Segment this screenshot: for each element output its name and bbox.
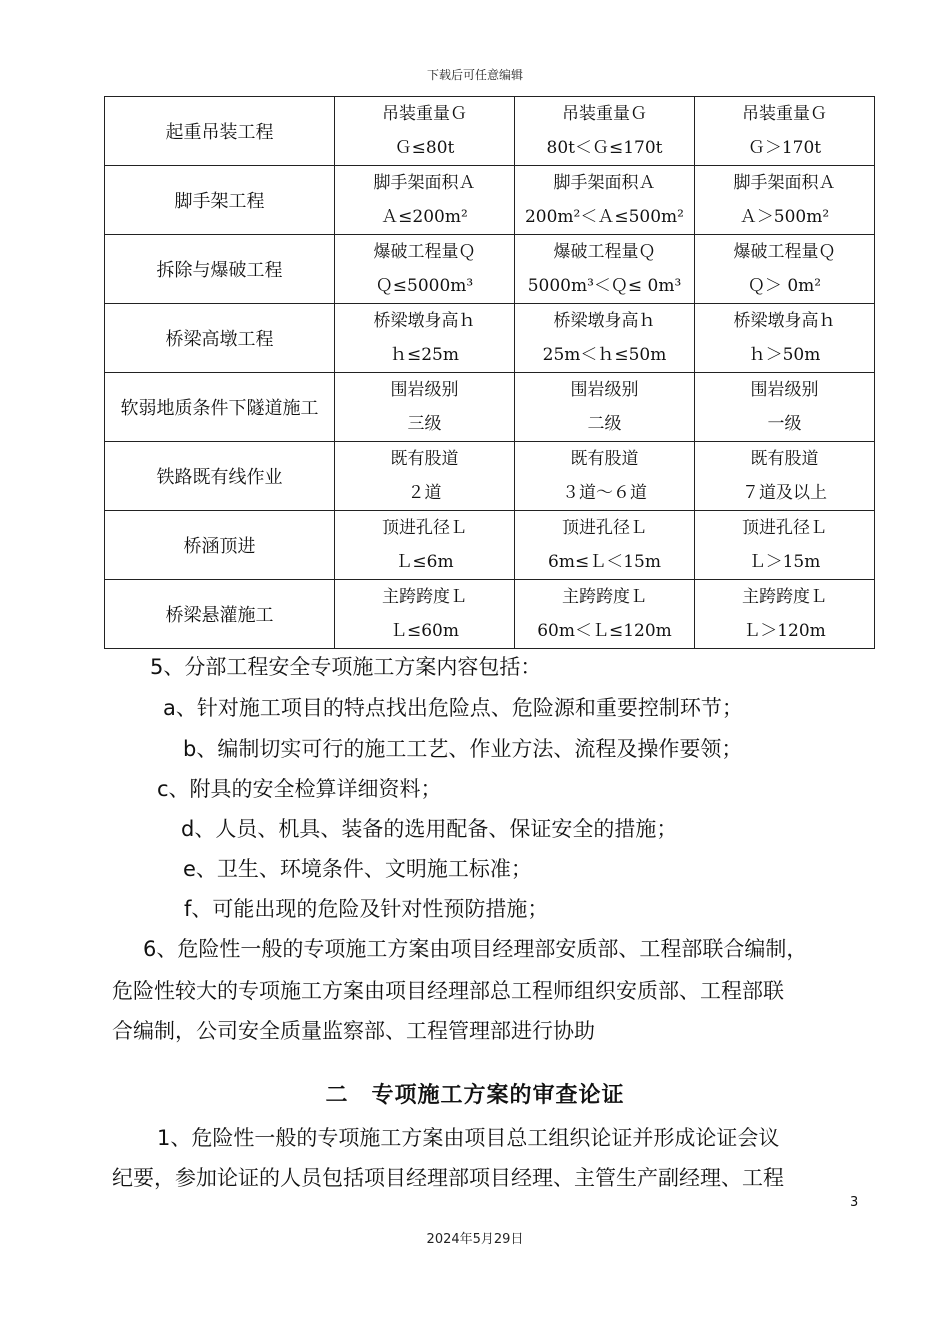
criteria-label: 顶进孔径Ｌ: [562, 518, 647, 538]
project-name-cell: 桥梁高墩工程: [105, 304, 335, 373]
item-6-line-2: 危险性较大的专项施工方案由项目经理部总工程师组织安质部、工程部联: [112, 979, 784, 1003]
page-footer-date: 2024年5月29日: [426, 1232, 524, 1247]
criteria-value: Ｇ＞170t: [747, 138, 822, 158]
item-5: 5、分部工程安全专项施工方案内容包括：: [150, 655, 542, 679]
criteria-label: 顶进孔径Ｌ: [742, 518, 827, 538]
project-name-cell: 桥梁悬灌施工: [105, 580, 335, 649]
project-name-cell: 铁路既有线作业: [105, 442, 335, 511]
criteria-value: ｈ≤25m: [390, 345, 459, 365]
criteria-cell: [515, 97, 695, 166]
criteria-value: Ｇ≤80t: [394, 138, 455, 158]
project-name-cell: 软弱地质条件下隧道施工: [105, 373, 335, 442]
criteria-cell: [695, 373, 875, 442]
criteria-value: ７道及以上: [742, 483, 827, 503]
criteria-cell: [335, 304, 515, 373]
criteria-value: Ｑ≤5000m³: [375, 276, 474, 296]
table-row: [105, 373, 875, 442]
criteria-label: 脚手架面积Ａ: [373, 173, 476, 193]
table-row: [105, 442, 875, 511]
grading-table: [104, 96, 875, 649]
criteria-cell: [335, 511, 515, 580]
criteria-label: 桥梁墩身高ｈ: [553, 311, 656, 331]
item-b: b、编制切实可行的施工工艺、作业方法、流程及操作要领；: [183, 737, 743, 761]
criteria-value: Ｑ＞ 0m²: [747, 276, 822, 296]
criteria-label: 既有股道: [750, 449, 819, 469]
criteria-value: Ｌ≤6m: [395, 552, 454, 572]
criteria-cell: [515, 166, 695, 235]
criteria-cell: [695, 97, 875, 166]
criteria-cell: [695, 580, 875, 649]
item-a: a、针对施工项目的特点找出危险点、危险源和重要控制环节；: [163, 696, 743, 720]
criteria-cell: [335, 373, 515, 442]
criteria-label: 既有股道: [390, 449, 459, 469]
table-row: [105, 511, 875, 580]
criteria-value: Ａ≤200m²: [381, 207, 468, 227]
criteria-label: 脚手架面积Ａ: [733, 173, 836, 193]
criteria-label: 爆破工程量Ｑ: [733, 242, 836, 262]
section-title: 二 专项施工方案的审查论证: [325, 1083, 625, 1108]
page-header: 下载后可任意编辑: [426, 68, 523, 82]
criteria-value: 80t＜Ｇ≤170t: [546, 138, 663, 158]
item-f: f、可能出现的危险及针对性预防措施；: [184, 897, 549, 921]
criteria-label: 主跨跨度Ｌ: [562, 587, 647, 607]
criteria-value: 二级: [587, 414, 622, 434]
criteria-value: Ｌ≤60m: [390, 621, 459, 641]
criteria-cell: [695, 235, 875, 304]
criteria-value: 一级: [767, 414, 802, 434]
project-name-cell: 桥涵顶进: [105, 511, 335, 580]
item-c: c、附具的安全检算详细资料；: [157, 777, 442, 801]
item-6-line-1: 6、危险性一般的专项施工方案由项目经理部安质部、工程部联合编制，: [143, 937, 808, 961]
criteria-label: 爆破工程量Ｑ: [553, 242, 656, 262]
criteria-value: 三级: [407, 414, 442, 434]
criteria-cell: [695, 304, 875, 373]
criteria-value: 25m＜ｈ≤50m: [542, 345, 667, 365]
item-d: d、人员、机具、装备的选用配备、保证安全的措施；: [181, 817, 678, 841]
criteria-value: ２道: [407, 483, 442, 503]
criteria-label: 脚手架面积Ａ: [553, 173, 656, 193]
criteria-cell: [515, 373, 695, 442]
project-name-cell: 起重吊装工程: [105, 97, 335, 166]
table-row: [105, 304, 875, 373]
criteria-cell: [515, 580, 695, 649]
criteria-label: 爆破工程量Ｑ: [373, 242, 476, 262]
criteria-label: 主跨跨度Ｌ: [382, 587, 467, 607]
criteria-value: ３道～６道: [562, 483, 647, 503]
criteria-label: 围岩级别: [750, 380, 819, 400]
criteria-label: 围岩级别: [390, 380, 459, 400]
criteria-cell: [515, 304, 695, 373]
criteria-label: 吊装重量Ｇ: [382, 104, 467, 124]
criteria-cell: [695, 511, 875, 580]
table-row: [105, 580, 875, 649]
criteria-label: 既有股道: [570, 449, 639, 469]
table-row: [105, 97, 875, 166]
criteria-cell: [335, 166, 515, 235]
table-row: [105, 235, 875, 304]
criteria-cell: [335, 580, 515, 649]
criteria-cell: [695, 166, 875, 235]
criteria-value: Ｌ＞120m: [743, 621, 826, 641]
criteria-value: 5000m³＜Ｑ≤ 0m³: [527, 276, 682, 296]
section-1-line-1: 1、危险性一般的专项施工方案由项目总工组织论证并形成论证会议: [157, 1126, 780, 1150]
criteria-cell: [335, 97, 515, 166]
criteria-cell: [335, 235, 515, 304]
criteria-cell: [335, 442, 515, 511]
criteria-value: ｈ＞50m: [748, 345, 821, 365]
table-row: [105, 166, 875, 235]
criteria-label: 围岩级别: [570, 380, 639, 400]
section-1-line-2: 纪要，参加论证的人员包括项目经理部项目经理、主管生产副经理、工程: [112, 1166, 784, 1190]
criteria-label: 桥梁墩身高ｈ: [733, 311, 836, 331]
criteria-value: 6m≤Ｌ＜15m: [548, 552, 661, 572]
criteria-cell: [515, 511, 695, 580]
criteria-value: Ａ＞500m²: [739, 207, 830, 227]
criteria-label: 吊装重量Ｇ: [742, 104, 827, 124]
criteria-label: 顶进孔径Ｌ: [382, 518, 467, 538]
item-e: e、卫生、环境条件、文明施工标准；: [183, 857, 532, 881]
criteria-label: 桥梁墩身高ｈ: [373, 311, 476, 331]
item-6-line-3: 合编制，公司安全质量监察部、工程管理部进行协助: [112, 1019, 595, 1043]
criteria-cell: [515, 235, 695, 304]
project-name-cell: 脚手架工程: [105, 166, 335, 235]
project-name-cell: 拆除与爆破工程: [105, 235, 335, 304]
criteria-value: 60m＜Ｌ≤120m: [537, 621, 672, 641]
page-number: 3: [850, 1195, 859, 1210]
criteria-cell: [695, 442, 875, 511]
criteria-label: 吊装重量Ｇ: [562, 104, 647, 124]
criteria-value: Ｌ＞15m: [748, 552, 821, 572]
criteria-label: 主跨跨度Ｌ: [742, 587, 827, 607]
criteria-cell: [515, 442, 695, 511]
criteria-value: 200m²＜Ａ≤500m²: [524, 207, 684, 227]
